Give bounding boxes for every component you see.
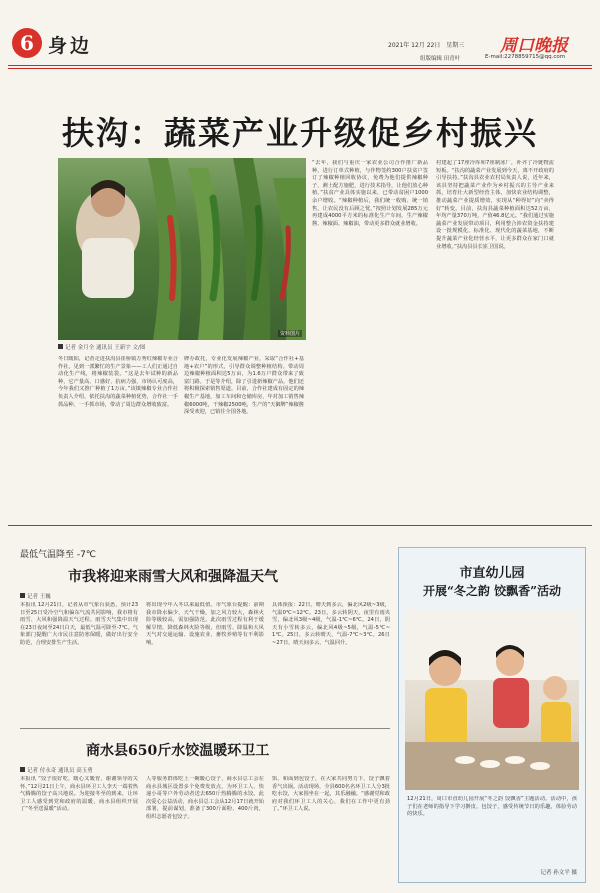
kindergarten-photo-art <box>405 610 579 790</box>
dumpling-col2: 人等服务群体吃上一碗暖心饺子，商水县总工会在商水县城区设置多个免费发放点，为环卫工人、快递小哥等户外劳动者送去650斤热腾腾的水饺。此次爱心公益活动，商水县总工会从12月17日就开始部署，提前谋划，准备了300斤面粉、400斤肉，组织志愿者包饺子。 <box>146 776 264 820</box>
main-headline: 扶沟：蔬菜产业升级促乡村振兴 <box>61 114 538 152</box>
email-line: E-mail:2278859715@qq.com <box>485 54 566 60</box>
header-rule-thin <box>8 68 592 69</box>
caption-marker-icon <box>58 344 63 349</box>
kindergarten-title-line1: 市直幼儿园 <box>459 566 525 581</box>
kindergarten-box <box>398 547 586 883</box>
dumpling-byline <box>20 766 93 774</box>
byline-marker-icon <box>20 767 25 772</box>
dumpling-col3: 馅、和面到包饺子，在大家共同努力下，饺子飘着香气出锅。活动现场，全县600名名环卫工人分3批吃水饺，大家围坐在一起，其乐融融。“感谢党和政府对我们环卫工人的关心，我们在工作中更有劲了。”环卫工人说。 <box>272 776 390 813</box>
paper-name-logo: 周口晚报 <box>500 36 568 56</box>
weather-col2: 将出现今年入冬以来最低值。市气象台提醒：前期我市降水偏少，天气干燥，加之风力较大，森林火险等级较高，需加强防范。此次雨雪过程有利于缓解旱情，降低森林火险等级，但雨雪、降温和大风天气对交通运输、设施农业、畜牧养殖等有不利影响。 <box>146 602 264 646</box>
kindergarten-caption: 12月21日，周口市直幼儿园开展“冬之韵 饺飘香”主题活动。活动中，孩子们在老师的指导下学习擀皮、包饺子，感受传统节日的乐趣，体验劳动的快乐。 <box>407 796 577 818</box>
weather-kicker: 最低气温降至 -7℃ <box>20 550 96 560</box>
dumpling-col1: 本报讯 “饺子很好吃，暖心又暖胃，谢谢领导的关怀。”12月21日上午，商水县环卫工人李天一端着热气腾腾的饺子高兴地说。为迎接冬至的到来，让环卫工人感受到党和政府的温暖，商水县组织开展了“冬至送温暖”活动。 <box>20 776 138 813</box>
weather-col1: 本报讯 12月21日，记者从市气象台获悉，预计23日至25日受冷空气和偏东气流共同影响，我市将有雨雪、大风和强降温天气过程。雨雪天气集中出现在23日夜间至24日白天，最低气温可降至-7℃。气象部门提醒广大市民注意防寒保暖，做好出行安全防范，合理安排生产生活。 <box>20 602 138 646</box>
dumpling-byline-text: 记者 付永奇 通讯员 高玉勇 <box>27 768 93 774</box>
dumpling-headline: 商水县650斤水饺温暖环卫工 <box>86 743 270 759</box>
pepper-photo-art <box>58 158 306 340</box>
kindergarten-credit: 记者 孙文平 摄 <box>540 870 577 876</box>
weather-byline-text: 记者 王巍 <box>27 594 51 600</box>
weather-headline: 市我将迎来雨雪大风和强降温天气 <box>68 569 278 585</box>
main-article-col4: 村建起了17座冷库和7座制冰厂，补齐了冷链物流短板。“扶沟的蔬菜产业发展到今天，离不开政府的引导扶持。”扶沟县农业农村局负责人说，近年来，该县坚持把蔬菜产业作为乡村振兴的主导产业来抓，培育壮大新型经营主体，加快农业结构调整，推动蔬菜产业提质增效，实现从“种得好”向“卖得好”转变。目前，扶沟县蔬菜种植面积达52万亩，年均产量370万吨，产值46.8亿元。“我们通过实施蔬菜产业发展带动项目，利用整合涉农资金扶持建设一批规模化、标准化、现代化的蔬菜基地，不断提升蔬菜产业化经营水平，让更多群众在家门口就业增收。”扶沟县县长崔卫国说。 <box>436 160 554 250</box>
byline-marker-icon <box>20 593 25 598</box>
main-article-col2: 牌办政托，专业化发展辣椒产业，采取“合作社+基地+农户”的形式，引导群众调整种植结构。带动周边辣椒种植面积达5万亩，为1.6万户群众带来了致富门路。于是等介绍，除了引进新辣椒产品，他们还将积极探索销售渠道。目前，合作社建成有固定的辣椒生产基地，加工车间和仓储库房，年对加工销售辣椒6000吨，干辣椒2500吨，生产的“天御牌”辣椒酱深受欢迎，已销往全国各地。 <box>184 356 304 416</box>
weather-dumpling-divider <box>20 728 390 729</box>
weekday: 星期三 <box>446 42 465 49</box>
caption-text: 记者 金月全 通讯员 王新宇 文/图 <box>65 345 146 351</box>
weather-byline <box>20 592 51 600</box>
page-number-badge: 6 <box>12 28 42 58</box>
photo-credit: 资料图片 <box>279 331 300 337</box>
main-photo-caption <box>58 343 145 351</box>
date: 2021年 12月 22日 <box>388 42 441 49</box>
main-article-col1: 冬日暖阳，记者走进扶沟县崔桥镇万秀红辣椒专业合作社。见到一派繁忙的生产景象——工人们正通过自动化生产线，将辣椒装袋。“这是去年试种的新品种，它产量高、口感好、抗病力强，市场认可度高，今年我们又推广种植了1万亩。”该镇辣椒专业合作社负责人介绍，依托扶沟的蔬菜种植优势，合作社一手抓品种、一手抓市场，带动了周边群众增收致富。 <box>58 356 178 408</box>
pepper-field-photo <box>58 158 306 340</box>
weather-col3: 具体预报：22日，晴天到多云，偏北风2级~3级，气温0℃~12℃。23日，多云转阴天，夜里有雨夹雪，偏北风3级~4级，气温-1℃~6℃。24日，阴天有小雪转多云，偏北风4级~5级，气温-5℃~1℃。25日，多云转晴天，气温-7℃~3℃。26日~27日，晴天间多云，气温回升。 <box>272 602 390 646</box>
kindergarten-photo <box>405 610 579 790</box>
kindergarten-title-line2: 开展“冬之韵 饺飘香”活动 <box>423 584 561 598</box>
section-title: 身边 <box>48 35 93 57</box>
section-divider <box>8 525 592 526</box>
main-article-col3: “去年，我们与重庆一家农业公司合作推广新品种，进行订单式种植，与作物签约300户扶贫户签订了辣椒种植回收协议，免费为他们提供辣椒种子，测土配方施肥，进行技术指导，让他们放心种植。”扶贫产业具体实施以来，已带动贫困户1000余户增收。“辣椒种植后，我们统一收购、统一销售，让农民没有后顾之忧。”按照计划发展285万元再建成4000平方米的标准化生产车间，生产辣椒酱、辣椒面、辣椒油，带动更多群众就业增收。 <box>312 160 428 227</box>
header-rule <box>8 65 592 66</box>
editor-line: 组版编辑 田青叶 <box>420 56 461 62</box>
date-line <box>388 40 464 49</box>
